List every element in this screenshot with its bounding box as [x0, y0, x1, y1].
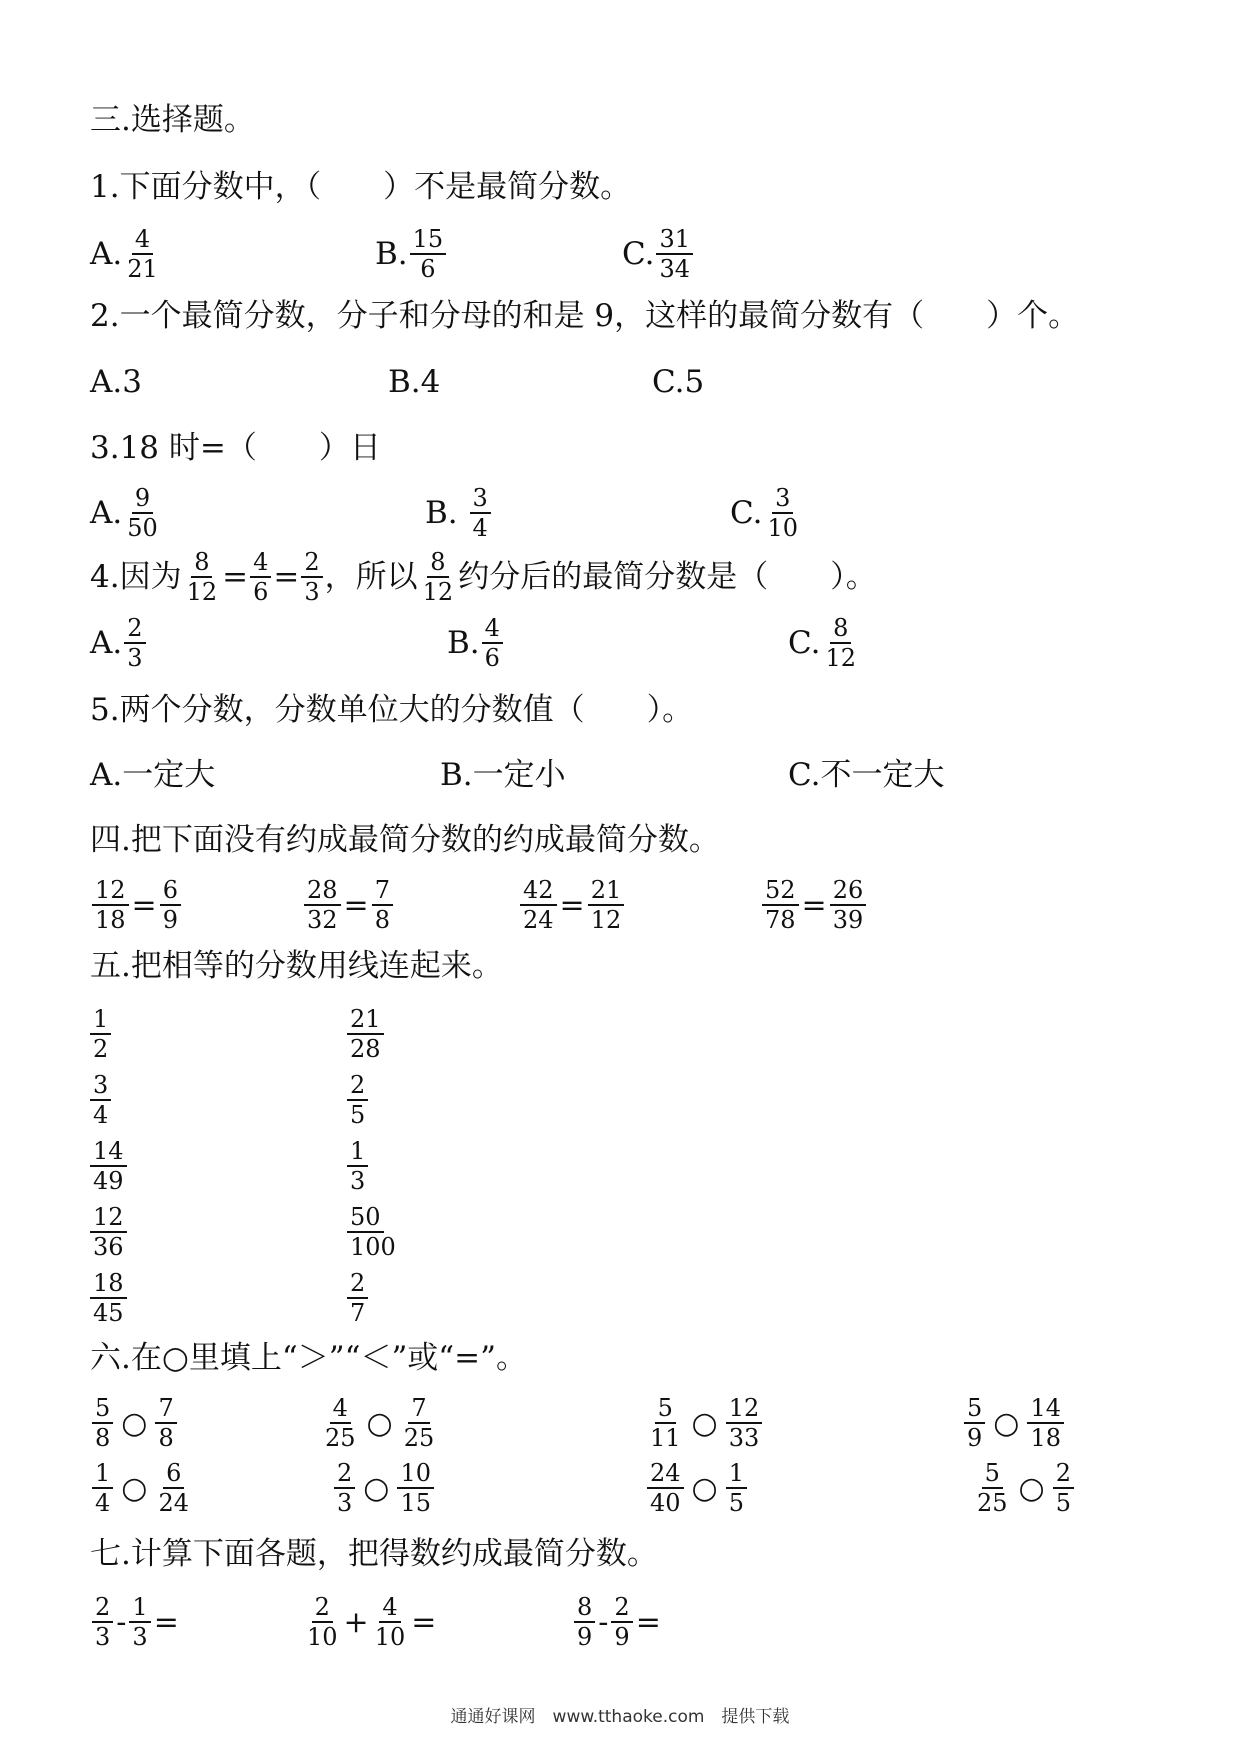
denominator: 28 [350, 1035, 381, 1063]
fraction [184, 548, 221, 606]
match-right-item[interactable] [347, 1071, 399, 1129]
numerator: 2 [312, 1593, 333, 1623]
compare-item [90, 1394, 179, 1452]
fraction [372, 1593, 409, 1651]
numerator: 18 [90, 1269, 127, 1299]
denominator: 5 [350, 1101, 366, 1129]
denominator: 6 [253, 578, 269, 606]
section5-title: 五.把相等的分数用线连起来。 [90, 948, 503, 984]
question-4 [90, 548, 877, 606]
fraction [92, 1459, 113, 1517]
equals-sign: = [131, 887, 157, 923]
q4-prefix: 4.因为 [90, 559, 182, 595]
denominator: 3 [127, 644, 143, 672]
denominator: 21 [127, 255, 158, 283]
q2-option-a: A.3 [90, 364, 142, 400]
fraction [830, 876, 867, 934]
denominator: 24 [158, 1489, 190, 1517]
fraction [124, 225, 161, 283]
denominator: 34 [659, 255, 691, 283]
denominator: 25 [325, 1424, 356, 1452]
calc-item-3 [572, 1593, 662, 1651]
numerator: 12 [726, 1394, 763, 1424]
option-label: A. [90, 625, 123, 661]
fraction [397, 1459, 434, 1517]
fraction [304, 876, 341, 934]
fraction [250, 548, 271, 606]
denominator: 3 [337, 1489, 353, 1517]
fraction [656, 225, 693, 283]
fraction [92, 1593, 113, 1651]
denominator: 9 [162, 906, 178, 934]
denominator: 4 [472, 514, 488, 542]
numerator: 1 [129, 1593, 150, 1623]
denominator: 3 [350, 1167, 366, 1195]
fraction [822, 614, 859, 672]
numerator: 42 [520, 876, 557, 906]
denominator: 12 [590, 906, 622, 934]
answer-circle[interactable]: ○ [363, 1470, 390, 1506]
answer-circle[interactable]: ○ [691, 1405, 718, 1441]
q4-mid: ，所以 [324, 559, 418, 595]
q4-option-c [788, 614, 861, 672]
q4-option-b [447, 614, 505, 672]
numerator: 2 [334, 1459, 355, 1489]
denominator: 100 [350, 1233, 396, 1261]
numerator: 52 [762, 876, 799, 906]
fraction [1053, 1459, 1074, 1517]
q5-option-b: B.一定小 [440, 757, 566, 793]
denominator: 6 [484, 644, 500, 672]
q4-option-a [90, 614, 148, 672]
option-label: B. [375, 236, 408, 272]
compare-item [332, 1459, 436, 1517]
q2-option-b: B.4 [388, 364, 441, 400]
fraction [322, 1394, 359, 1452]
match-left-item[interactable] [90, 1071, 127, 1129]
fraction [92, 1394, 113, 1452]
match-right-item[interactable] [347, 1005, 399, 1063]
option-label: A. [90, 236, 123, 272]
footer-credit: 通通好课网 www.tthaoke.com 提供下载 [450, 1707, 790, 1727]
numerator: 5 [982, 1459, 1003, 1489]
denominator: 18 [95, 906, 126, 934]
numerator: 21 [588, 876, 625, 906]
option-label: C. [730, 495, 763, 531]
denominator: 9 [967, 1424, 983, 1452]
equals-sign: = [153, 1604, 179, 1640]
question-3: 3.18 时=（ ）日 [90, 430, 381, 466]
fraction [124, 484, 161, 542]
fraction [155, 1394, 176, 1452]
denominator: 25 [977, 1489, 1008, 1517]
section3-title: 三.选择题。 [90, 102, 255, 138]
numerator: 2 [611, 1593, 632, 1623]
denominator: 6 [420, 255, 436, 283]
calc-item-1 [90, 1593, 180, 1651]
option-label: B. [425, 495, 468, 531]
denominator: 8 [95, 1424, 111, 1452]
numerator: 3 [470, 484, 491, 514]
fraction [520, 876, 557, 934]
numerator: 2 [124, 614, 145, 644]
option-label: C. [622, 236, 655, 272]
fraction [160, 876, 181, 934]
fraction [334, 1459, 355, 1517]
question-1: 1.下面分数中，（ ）不是最简分数。 [90, 169, 632, 205]
denominator: 7 [350, 1299, 366, 1327]
numerator: 8 [574, 1593, 595, 1623]
numerator: 2 [347, 1071, 368, 1101]
q1-option-a [90, 225, 163, 283]
numerator: 2 [1053, 1459, 1074, 1489]
fraction [726, 1459, 747, 1517]
question-2: 2.一个最简分数，分子和分母的和是 9，这样的最简分数有（ ）个。 [90, 298, 1080, 334]
denominator: 8 [374, 906, 390, 934]
match-right-column [345, 1005, 401, 1327]
numerator: 1 [90, 1005, 111, 1035]
answer-circle[interactable]: ○ [993, 1405, 1020, 1441]
numerator: 4 [379, 1593, 400, 1623]
denominator: 39 [832, 906, 864, 934]
equals-sign: = [559, 887, 585, 923]
numerator: 5 [92, 1394, 113, 1424]
option-label: B. [447, 625, 480, 661]
q5-option-c: C.不一定大 [788, 757, 945, 793]
denominator: 5 [1055, 1489, 1072, 1517]
numerator: 7 [372, 876, 393, 906]
match-left-item[interactable] [90, 1137, 127, 1195]
fraction [129, 1593, 150, 1651]
denominator: 36 [93, 1233, 124, 1261]
fraction [611, 1593, 632, 1651]
numerator: 2 [92, 1593, 113, 1623]
denominator: 33 [728, 1424, 760, 1452]
q4-suffix: 约分后的最简分数是（ ）。 [458, 559, 877, 595]
denominator: 78 [765, 906, 796, 934]
fraction [124, 614, 145, 672]
reduce-item-4 [760, 876, 868, 934]
fraction [588, 876, 625, 934]
fraction [764, 484, 801, 542]
denominator: 9 [577, 1623, 593, 1651]
q1-option-c [622, 225, 695, 283]
operator: - [116, 1604, 127, 1640]
option-label: A. [90, 495, 123, 531]
equals-sign: = [273, 559, 300, 595]
q3-option-a [90, 484, 163, 542]
compare-item [90, 1459, 194, 1517]
fraction [647, 1394, 684, 1452]
denominator: 3 [95, 1623, 111, 1651]
match-right-item[interactable] [347, 1137, 399, 1195]
denominator: 4 [95, 1489, 111, 1517]
fraction [726, 1394, 763, 1452]
operator: + [343, 1604, 369, 1640]
numerator: 14 [1027, 1394, 1064, 1424]
denominator: 24 [523, 906, 554, 934]
numerator: 28 [304, 876, 341, 906]
denominator: 10 [307, 1623, 338, 1651]
section6-title: 六.在○里填上“＞”“＜”或“=”。 [90, 1340, 527, 1376]
fraction [647, 1459, 684, 1517]
fraction [420, 548, 457, 606]
denominator: 15 [400, 1489, 432, 1517]
answer-circle[interactable]: ○ [121, 1405, 148, 1441]
section4-title: 四.把下面没有约成最简分数的约成最简分数。 [90, 822, 720, 858]
denominator: 45 [93, 1299, 124, 1327]
numerator: 21 [347, 1005, 384, 1035]
denominator: 25 [403, 1424, 435, 1452]
numerator: 1 [92, 1459, 113, 1489]
numerator: 7 [155, 1394, 176, 1424]
numerator: 26 [830, 876, 867, 906]
numerator: 14 [90, 1137, 127, 1167]
numerator: 2 [347, 1269, 368, 1299]
answer-circle[interactable]: ○ [121, 1470, 148, 1506]
compare-item [645, 1459, 749, 1517]
option-label: C. [788, 625, 821, 661]
denominator: 8 [158, 1424, 174, 1452]
fraction [304, 1593, 341, 1651]
denominator: 40 [650, 1489, 681, 1517]
reduce-item-1 [90, 876, 183, 934]
denominator: 11 [650, 1424, 681, 1452]
fraction [410, 225, 447, 283]
numerator: 3 [90, 1071, 111, 1101]
match-right-item[interactable] [347, 1269, 399, 1327]
question-5: 5.两个分数，分数单位大的分数值（ ）。 [90, 692, 694, 728]
numerator: 9 [132, 484, 153, 514]
match-left-item[interactable] [90, 1269, 127, 1327]
numerator: 1 [347, 1137, 368, 1167]
equals-sign: = [411, 1604, 437, 1640]
numerator: 3 [772, 484, 793, 514]
denominator: 5 [728, 1489, 745, 1517]
fraction [470, 484, 491, 542]
reduce-item-3 [518, 876, 626, 934]
fraction [762, 876, 799, 934]
compare-item [962, 1394, 1066, 1452]
numerator: 12 [90, 1203, 127, 1233]
denominator: 49 [93, 1167, 124, 1195]
numerator: 6 [163, 1459, 184, 1489]
match-left-item[interactable] [90, 1203, 127, 1261]
numerator: 2 [301, 548, 322, 578]
answer-circle[interactable]: ○ [691, 1470, 718, 1506]
denominator: 50 [127, 514, 158, 542]
compare-item [972, 1459, 1076, 1517]
equals-sign: = [801, 887, 827, 923]
numerator: 8 [830, 614, 851, 644]
numerator: 4 [250, 548, 271, 578]
denominator: 12 [422, 578, 454, 606]
compare-item [645, 1394, 764, 1452]
numerator: 15 [410, 225, 447, 255]
numerator: 4 [482, 614, 503, 644]
q3-option-b [425, 484, 493, 542]
q2-option-c: C.5 [652, 364, 705, 400]
denominator: 12 [186, 578, 218, 606]
match-left-item[interactable] [90, 1005, 127, 1063]
numerator: 24 [647, 1459, 684, 1489]
calc-item-2 [302, 1593, 437, 1651]
numerator: 1 [726, 1459, 747, 1489]
numerator: 5 [655, 1394, 676, 1424]
compare-item [320, 1394, 439, 1452]
fraction [482, 614, 503, 672]
denominator: 4 [93, 1101, 109, 1129]
reduce-item-2 [302, 876, 395, 934]
q3-option-c [730, 484, 803, 542]
fraction [372, 876, 393, 934]
numerator: 8 [427, 548, 448, 578]
fraction [1027, 1394, 1064, 1452]
denominator: 12 [825, 644, 857, 672]
equals-sign: = [635, 1604, 661, 1640]
denominator: 18 [1030, 1424, 1062, 1452]
numerator: 4 [132, 225, 153, 255]
numerator: 50 [347, 1203, 384, 1233]
equals-sign: = [343, 887, 369, 923]
q5-option-a: A.一定大 [90, 757, 216, 793]
answer-circle[interactable]: ○ [1018, 1470, 1045, 1506]
denominator: 3 [304, 578, 320, 606]
fraction [401, 1394, 438, 1452]
section7-title: 七.计算下面各题，把得数约成最简分数。 [90, 1536, 658, 1572]
numerator: 12 [92, 876, 129, 906]
denominator: 3 [132, 1623, 148, 1651]
numerator: 5 [964, 1394, 985, 1424]
denominator: 32 [307, 906, 338, 934]
equals-sign: = [222, 559, 249, 595]
operator: - [598, 1604, 609, 1640]
denominator: 9 [614, 1623, 630, 1651]
fraction [92, 876, 129, 934]
numerator: 4 [330, 1394, 351, 1424]
numerator: 8 [191, 548, 212, 578]
denominator: 2 [93, 1035, 109, 1063]
fraction [574, 1593, 595, 1651]
match-left-column [88, 1005, 129, 1327]
numerator: 7 [408, 1394, 429, 1424]
fraction [974, 1459, 1011, 1517]
numerator: 31 [656, 225, 693, 255]
fraction [155, 1459, 192, 1517]
q1-option-b [375, 225, 448, 283]
fraction [964, 1394, 985, 1452]
numerator: 10 [397, 1459, 434, 1489]
denominator: 10 [374, 1623, 406, 1651]
fraction [301, 548, 322, 606]
match-right-item[interactable] [347, 1203, 399, 1261]
denominator: 10 [767, 514, 799, 542]
numerator: 6 [160, 876, 181, 906]
answer-circle[interactable]: ○ [366, 1405, 393, 1441]
